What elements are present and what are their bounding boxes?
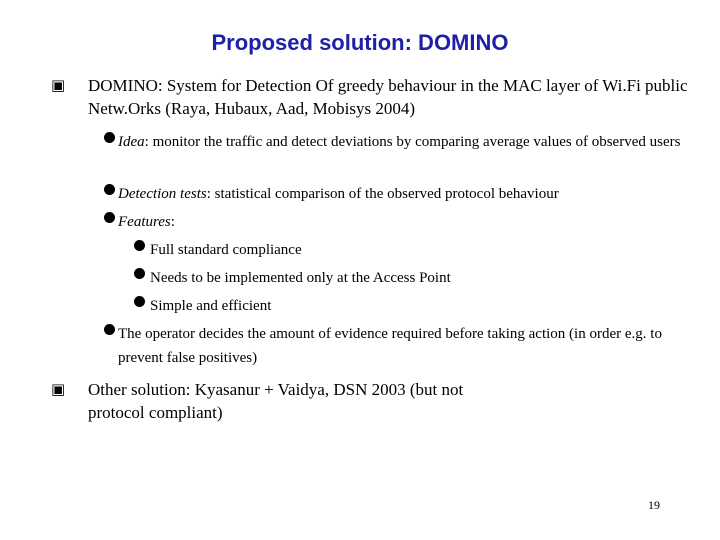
sub-bullet-features bbox=[118, 210, 703, 234]
feature-item bbox=[150, 297, 690, 315]
round-bullet-icon bbox=[104, 324, 115, 335]
sub-bullet-text: : monitor the traffic and detect deviations by comparing average values of observed users bbox=[144, 134, 681, 150]
bullet-text: Other solution: Kyasanur + Vaidya, DSN 2003 (but not protocol compliant) bbox=[88, 380, 464, 422]
sub-bullet-text: : bbox=[170, 214, 175, 230]
round-bullet-icon bbox=[104, 184, 115, 195]
slide-title: Proposed solution: DOMINO bbox=[211, 30, 509, 55]
feature-text: Full standard compliance bbox=[150, 242, 302, 258]
round-bullet-icon bbox=[134, 268, 145, 279]
round-bullet-icon bbox=[104, 212, 115, 223]
square-bullet-icon: ▣ bbox=[51, 76, 66, 94]
feature-item bbox=[150, 269, 690, 287]
page-number: 19 bbox=[648, 498, 660, 512]
sub-bullet-term: Idea bbox=[118, 134, 145, 150]
feature-text: Simple and efficient bbox=[150, 298, 272, 314]
round-bullet-icon bbox=[104, 132, 115, 143]
sub-bullet-detection-tests bbox=[118, 182, 703, 206]
square-bullet-icon: ▣ bbox=[51, 380, 66, 398]
sub-bullet-term: Features bbox=[118, 214, 171, 230]
sub-bullet-operator bbox=[118, 322, 703, 370]
sub-bullet-term: Detection tests bbox=[118, 186, 207, 202]
feature-item bbox=[150, 241, 690, 259]
bullet-text: DOMINO: System for Detection Of greedy behaviour in the MAC layer of Wi.Fi public Netw.Orks (Raya, Hubaux, Aad, Mobisys 2004) bbox=[88, 76, 688, 118]
round-bullet-icon bbox=[134, 296, 145, 307]
feature-text: Needs to be implemented only at the Access Point bbox=[150, 270, 451, 286]
round-bullet-icon bbox=[134, 240, 145, 251]
sub-bullet-idea bbox=[118, 130, 703, 154]
bullet-domino bbox=[51, 74, 698, 120]
sub-bullet-text: : statistical comparison of the observed protocol behaviour bbox=[206, 186, 559, 202]
bullet-other-solution bbox=[51, 378, 488, 424]
sub-bullet-text: The operator decides the amount of evidence required before taking action (in order e.g. to prevent false positives) bbox=[118, 326, 662, 366]
